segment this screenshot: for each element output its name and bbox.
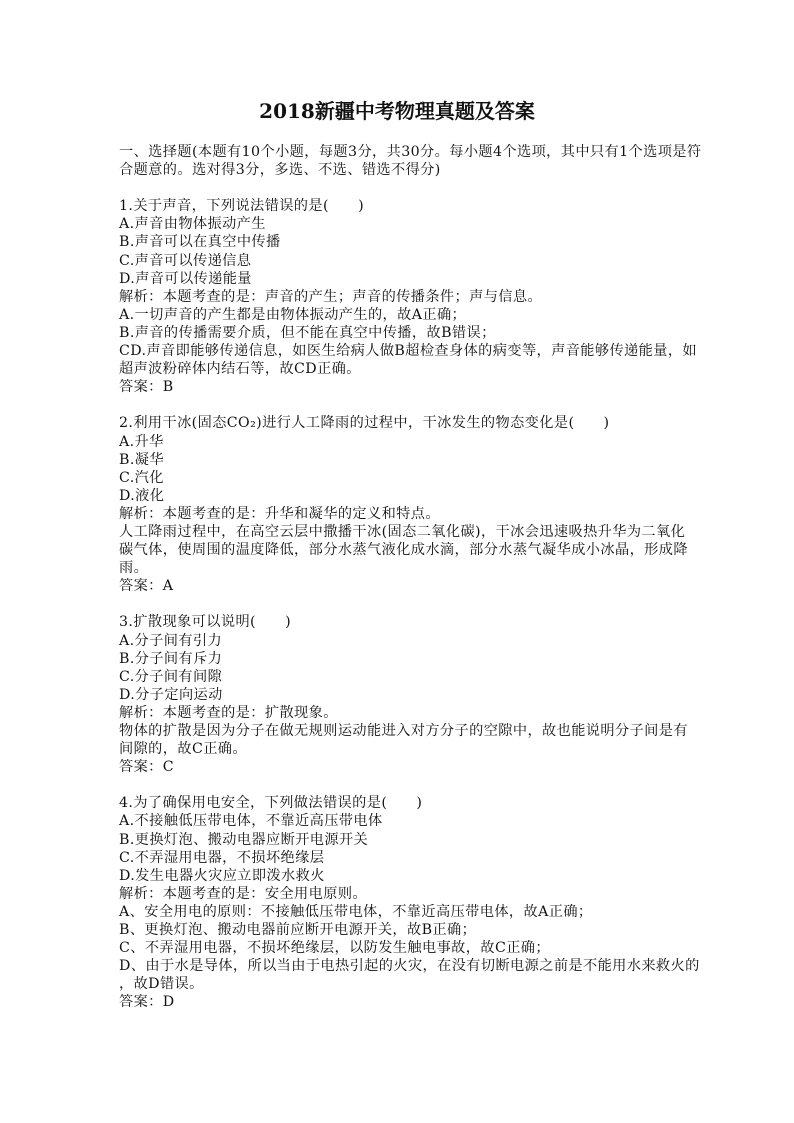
- analysis-heading: 解析：本题考查的是：声音的产生；声音的传播条件；声与信息。: [119, 288, 543, 305]
- blank-line: [119, 595, 679, 613]
- analysis-line: A、安全用电的原则：不接触低压带电体，不靠近高压带电体，故A正确；: [119, 903, 593, 920]
- intro-line: 合题意的。选对得3分，多选、不选、错选不得分): [119, 162, 441, 179]
- analysis-line: ，故D错误。: [119, 976, 204, 993]
- question-stem: 3.扩散现象可以说明( ): [119, 614, 292, 631]
- question-list: [119, 179, 700, 1011]
- answer-option: D.液化: [119, 487, 165, 504]
- question-block: [119, 197, 697, 396]
- answer-option: C.不弄湿用电器，不损坏绝缘层: [119, 849, 325, 866]
- answer-option: D.分子定向运动: [119, 686, 223, 703]
- blank-line: [119, 776, 679, 794]
- answer-option: D.发生电器火灾应立即泼水救火: [119, 867, 325, 884]
- answer-option: B.凝华: [119, 451, 164, 468]
- analysis-line: B.声音的传播需要介质，但不能在真空中传播，故B错误；: [119, 324, 496, 341]
- analysis-heading: 解析：本题考查的是：扩散现象。: [119, 704, 338, 721]
- answer-option: B.声音可以在真空中传播: [119, 234, 281, 251]
- answer-option: A.升华: [119, 433, 164, 450]
- question-stem: 4.为了确保用电安全，下列做法错误的是( ): [119, 795, 423, 812]
- blank-line: [119, 179, 679, 197]
- answer-key: 答案：B: [119, 379, 174, 396]
- intro-line: 一、选择题(本题有10个小题，每题3分，共30分。每小题4个选项，其中只有1个选项是符: [119, 144, 702, 160]
- answer-option: C.分子间有间隙: [119, 668, 223, 685]
- blank-line: [119, 396, 679, 414]
- question-block: [119, 794, 700, 1011]
- analysis-line: 超声波粉碎体内结石等，故CD正确。: [119, 361, 361, 378]
- answer-option: A.声音由物体振动产生: [119, 216, 266, 233]
- analysis-line: A.一切声音的产生都是由物体振动产生的，故A正确；: [119, 306, 467, 323]
- question-block: [119, 613, 688, 776]
- question-stem: 1.关于声音，下列说法错误的是( ): [119, 198, 365, 215]
- analysis-heading: 解析：本题考查的是：安全用电原则。: [119, 885, 367, 902]
- analysis-heading: 解析：本题考查的是：升华和凝华的定义和特点。: [119, 505, 440, 522]
- analysis-line: CD.声音即能够传递信息，如医生给病人做B超检查身体的病变等，声音能够传递能量，如: [119, 343, 697, 360]
- analysis-line: B、更换灯泡、搬动电器前应断开电源开关，故B正确；: [119, 922, 477, 939]
- document-body: [119, 143, 702, 1012]
- analysis-line: 间隙的，故C正确。: [119, 741, 247, 758]
- analysis-line: 碳气体，使周围的温度降低，部分水蒸气液化成水滴，部分水蒸气凝华成小冰晶，形成降: [119, 542, 688, 559]
- section-intro: [119, 143, 702, 179]
- answer-option: A.不接触低压带电体，不靠近高压带电体: [119, 813, 383, 830]
- answer-option: C.汽化: [119, 469, 164, 486]
- document-title: 2018新疆中考物理真题及答案: [259, 99, 535, 123]
- analysis-line: C、不弄湿用电器，不损坏绝缘层，以防发生触电事故，故C正确；: [119, 940, 550, 957]
- answer-option: C.声音可以传递信息: [119, 252, 252, 269]
- question-block: [119, 414, 688, 595]
- analysis-line: 雨。: [119, 560, 149, 577]
- answer-option: A.分子间有引力: [119, 632, 223, 649]
- answer-key: 答案：A: [119, 578, 174, 595]
- analysis-line: D、由于水是导体，所以当由于电热引起的火灾，在没有切断电源之前是不能用水来救火的: [119, 958, 700, 975]
- analysis-line: 物体的扩散是因为分子在做无规则运动能进入对方分子的空隙中，故也能说明分子间是有: [119, 723, 688, 739]
- answer-key: 答案：C: [119, 759, 175, 776]
- answer-option: B.更换灯泡、搬动电器应断开电源开关: [119, 831, 369, 848]
- answer-key: 答案：D: [119, 994, 175, 1011]
- question-stem: 2.利用干冰(固态CO₂)进行人工降雨的过程中，干冰发生的物态变化是( ): [119, 415, 610, 432]
- answer-option: D.声音可以传递能量: [119, 270, 252, 287]
- analysis-line: 人工降雨过程中，在高空云层中撒播干冰(固态二氧化碳)，干冰会迅速吸热升华为二氧化: [119, 523, 686, 540]
- answer-option: B.分子间有斥力: [119, 650, 223, 667]
